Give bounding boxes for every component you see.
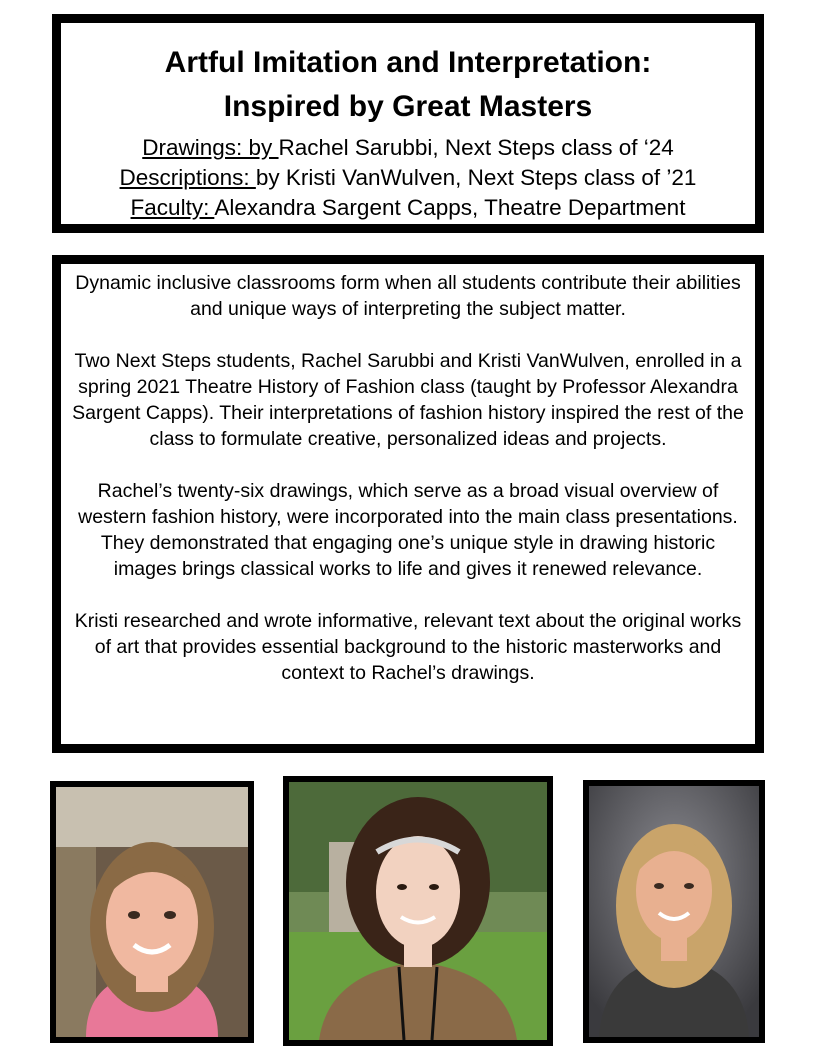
credit-faculty <box>61 193 755 223</box>
portrait-image <box>289 782 547 1040</box>
title-box <box>55 17 761 230</box>
credit-drawings <box>61 133 755 163</box>
page-title <box>61 41 755 129</box>
paragraph: Dynamic inclusive classrooms form when all students contribute their abilities and unique ways of interpreting the subject matter. <box>75 272 741 320</box>
credit-label: Faculty: <box>130 195 215 220</box>
portrait-image <box>589 786 759 1037</box>
portrait-rachel <box>50 781 254 1043</box>
credit-label: Drawings: by <box>142 135 279 160</box>
description-box <box>55 258 761 750</box>
portrait-kristi <box>283 776 553 1046</box>
portrait-image <box>56 787 248 1037</box>
credit-text: Rachel Sarubbi, Next Steps class of ‘24 <box>278 135 674 160</box>
credit-descriptions <box>61 163 755 193</box>
title-line-2: Inspired by Great Masters <box>223 90 593 123</box>
credit-label: Descriptions: <box>119 165 256 190</box>
credit-text: Alexandra Sargent Capps, Theatre Department <box>214 195 686 220</box>
portrait-alexandra <box>583 780 765 1043</box>
title-line-1: Artful Imitation and Interpretation: <box>164 46 652 79</box>
paragraph: Kristi researched and wrote informative, relevant text about the original works of art that provides essential background to the historic masterworks and context to Rachel’s drawings. <box>74 610 742 684</box>
credit-text: by Kristi VanWulven, Next Steps class of ’21 <box>255 165 697 190</box>
paragraph: Two Next Steps students, Rachel Sarubbi and Kristi VanWulven, enrolled in a spring 2021 Theatre History of Fashion class (taught by Professor Alexandra Sargent Capps). Their interpretations of fashion history inspired the rest of the class to formulate creative, personalized ideas and projects. <box>72 350 744 450</box>
paragraph: Rachel’s twenty-six drawings, which serve as a broad visual overview of western fashion history, were incorporated into the main class presentations. They demonstrated that engaging one’s unique style in drawing historic images brings classical works to life and gives it renewed relevance. <box>78 480 738 580</box>
